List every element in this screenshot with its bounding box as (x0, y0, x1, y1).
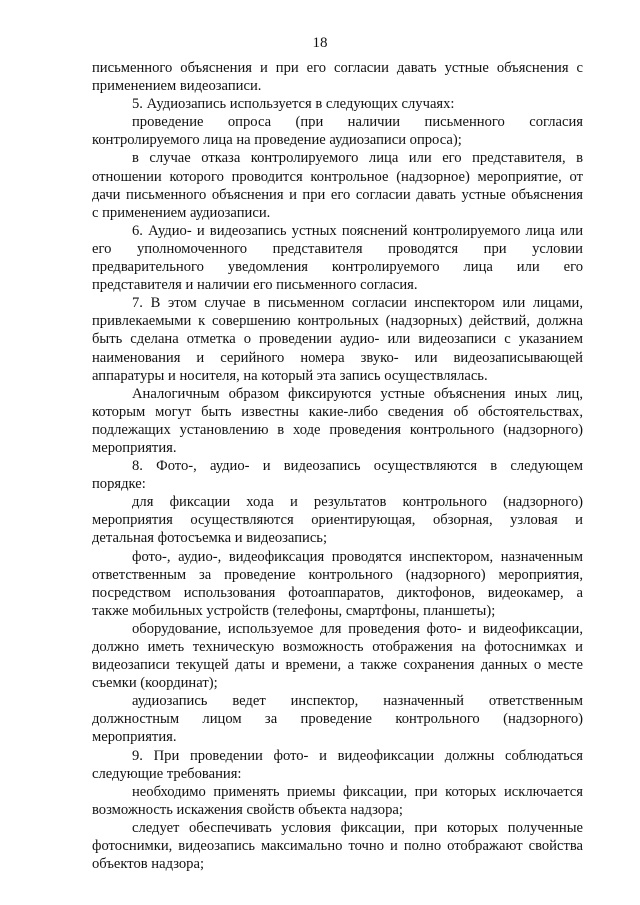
text-line: также мобильных устройств (телефоны, смартфоны, планшеты); (92, 602, 496, 619)
text-line: предварительного уведомления контролируемого лица или его (92, 259, 583, 276)
text-line: фотоснимки, видеозапись максимально точно и полно отображают свойства (92, 838, 583, 855)
text-line: для фиксации хода и результатов контрольного (надзорного) (132, 494, 583, 511)
text-line: должно иметь техническую возможность отображения на фотоснимках и (92, 639, 583, 655)
text-line: необходимо применять приемы фиксации, при которых исключается (132, 783, 583, 800)
text-line: мероприятия. (92, 439, 177, 456)
text-line: детальная фотосъемка и видеозапись; (92, 530, 328, 547)
text-line: Аналогичным образом фиксируются устные объяснения иных лиц, (132, 385, 583, 402)
text-line: аудиозапись ведет инспектор, назначенный ответственным (132, 693, 583, 710)
text-line: возможность искажения свойств объекта надзора; (92, 801, 403, 818)
text-line: фото-, аудио-, видеофиксация проводятся инспектором, назначенным (132, 548, 583, 565)
text-line: дачи письменного объяснения и при его согласии давать устные объяснения (92, 186, 583, 203)
text-line: мероприятия. (92, 729, 177, 746)
text-line: контролируемого лица на проведение аудиозаписи опроса); (92, 132, 462, 149)
text-line: порядке: (92, 476, 146, 493)
text-line: в случае отказа контролируемого лица или его представителя, в (132, 150, 583, 167)
text-line: посредством использования фотоаппаратов, диктофонов, видеокамер, а (92, 584, 583, 601)
text-line: отношении которого проводится контрольное (надзорное) мероприятие, от (92, 168, 583, 185)
text-line: 7. В этом случае в письменном согласии инспектором или лицами, (132, 295, 583, 312)
text-line: наименования и серийного номера звуко- или видеозаписывающей (92, 349, 583, 366)
text-line: проведение опроса (при наличии письменного согласия (132, 114, 583, 131)
text-line: 9. При проведении фото- и видеофиксации должны соблюдаться (132, 747, 583, 764)
text-line: 5. Аудиозапись используется в следующих случаях: (132, 96, 455, 113)
text-line: 6. Аудио- и видеозапись устных пояснений контролируемого лица или (132, 222, 583, 239)
text-line: объектов надзора; (92, 856, 204, 873)
text-line: следующие требования: (92, 765, 242, 782)
text-line: должностным лицом за проведение контрольного (надзорного) (92, 711, 583, 728)
text-line: представителя и наличии его письменного согласия. (92, 277, 418, 294)
text-line: 8. Фото-, аудио- и видеозапись осуществляются в следующем (132, 458, 583, 475)
text-line: аппаратуры и носителя, на который эта запись осуществлялась. (92, 367, 488, 384)
text-line: следует обеспечивать условия фиксации, при которых полученные (132, 819, 583, 836)
document-body (92, 59, 583, 873)
text-line: быть сделана отметка о проведении аудио- или видеозаписи с указанием (92, 331, 583, 348)
text-line: подлежащих установлению в ходе проведения контрольного (надзорного) (92, 421, 583, 438)
text-line: оборудование, используемое для проведения фото- и видеофиксации, (132, 620, 583, 637)
text-line: съемки (координат); (92, 675, 218, 692)
page-number: 18 (312, 35, 328, 51)
text-line: видеозаписи текущей даты и времени, а также сохранения данных о месте (92, 657, 583, 674)
text-line: с применением аудиозаписи. (92, 204, 271, 221)
text-line: применением видеозаписи. (92, 78, 262, 95)
text-line: которым могут быть известны какие-либо сведения об обстоятельствах, (92, 403, 583, 420)
text-line: мероприятия осуществляются ориентирующая, обзорная, узловая и (92, 512, 583, 529)
text-line: его уполномоченного представителя проводятся при условии (92, 240, 583, 257)
text-line: привлекаемыми к совершению контрольных (надзорных) действий, должна (92, 313, 583, 330)
text-line: письменного объяснения и при его согласии давать устные объяснения с (92, 60, 583, 76)
text-line: ответственным за проведение контрольного (надзорного) мероприятия, (92, 566, 583, 583)
